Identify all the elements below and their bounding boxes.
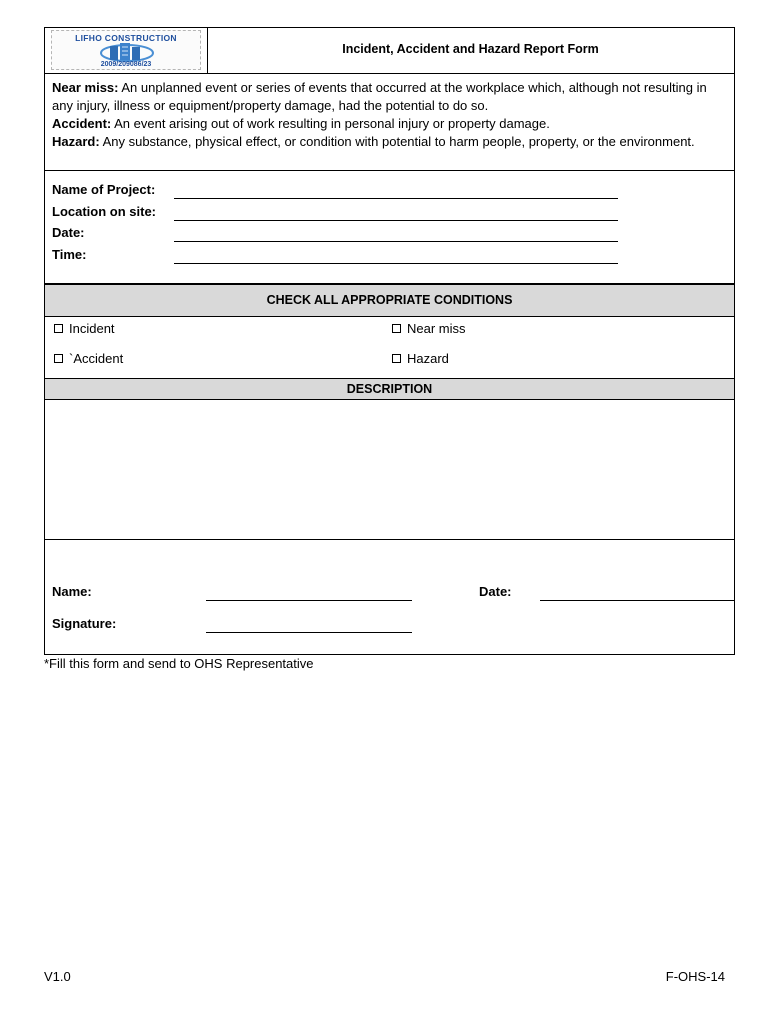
time-label: Time:: [52, 247, 87, 262]
logo-company-name: LIFHO CONSTRUCTION: [75, 33, 177, 43]
form-header: [44, 27, 735, 74]
description-field[interactable]: [44, 399, 735, 540]
project-name-field[interactable]: [174, 198, 618, 199]
version-label: V1.0: [44, 969, 71, 984]
reporter-name-field[interactable]: [206, 600, 412, 601]
incident-checkbox[interactable]: [54, 321, 115, 336]
reporter-name-label: Name:: [52, 584, 92, 599]
checkbox-label: Near miss: [407, 321, 466, 336]
checkbox-label: `Accident: [69, 351, 124, 366]
definition-near-miss: [52, 79, 727, 115]
conditions-section: [44, 316, 735, 379]
definition-hazard: [52, 133, 727, 151]
checkbox-label: Hazard: [407, 351, 449, 366]
project-info-section: [44, 170, 735, 284]
location-field[interactable]: [174, 220, 618, 221]
date-field[interactable]: [174, 241, 618, 242]
definition-text: An unplanned event or series of events that occurred at the workplace which, although not resulting in any injury, illness or equipment/property damage, had the potential to do so.: [52, 80, 707, 113]
description-header: DESCRIPTION: [44, 378, 735, 400]
time-field[interactable]: [174, 263, 618, 264]
conditions-header: CHECK ALL APPROPRIATE CONDITIONS: [44, 284, 735, 317]
definition-term: Accident:: [52, 116, 112, 131]
report-date-label: Date:: [479, 584, 512, 599]
checkbox-icon[interactable]: [392, 324, 401, 333]
definition-term: Near miss:: [52, 80, 119, 95]
checkbox-icon[interactable]: [392, 354, 401, 363]
logo-registration-number: 2009/209086/23: [100, 61, 152, 68]
signature-label: Signature:: [52, 616, 117, 631]
hazard-checkbox[interactable]: [392, 351, 449, 366]
building-logo-icon: [100, 42, 154, 62]
location-label: Location on site:: [52, 204, 156, 219]
logo-cell: [45, 28, 208, 73]
checkbox-icon[interactable]: [54, 324, 63, 333]
report-date-field[interactable]: [540, 600, 734, 601]
definition-text: An event arising out of work resulting in personal injury or property damage.: [111, 116, 550, 131]
signature-section: [44, 539, 735, 655]
definitions-section: [44, 73, 735, 171]
definition-text: Any substance, physical effect, or condition with potential to harm people, property, or the environment.: [99, 134, 695, 149]
definition-term: Hazard:: [52, 134, 100, 149]
signature-field[interactable]: [206, 632, 412, 633]
checkbox-icon[interactable]: [54, 354, 63, 363]
near-miss-checkbox[interactable]: [392, 321, 466, 336]
checkbox-label: Incident: [69, 321, 115, 336]
form-title: Incident, Accident and Hazard Report Form: [342, 42, 599, 56]
company-logo: [51, 30, 201, 70]
date-label: Date:: [52, 225, 85, 240]
form-code: F-OHS-14: [665, 969, 725, 984]
footnote: *Fill this form and send to OHS Representative: [44, 656, 314, 671]
accident-checkbox[interactable]: [54, 351, 123, 366]
definition-accident: [52, 115, 727, 133]
project-name-label: Name of Project:: [52, 182, 156, 197]
